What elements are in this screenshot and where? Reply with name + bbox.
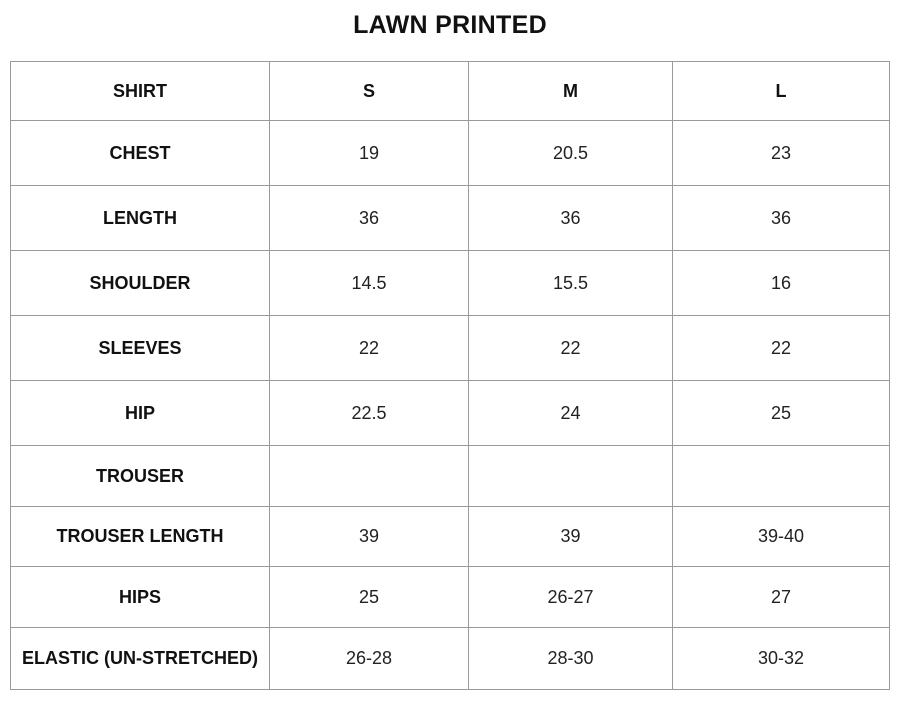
cell-value: 22 (270, 316, 469, 381)
cell-value (469, 446, 673, 507)
row-label: CHEST (11, 121, 270, 186)
cell-value: 25 (270, 567, 469, 628)
cell-value: 26-28 (270, 628, 469, 690)
cell-value: 22 (673, 316, 890, 381)
cell-value: 25 (673, 381, 890, 446)
cell-value: 39 (469, 507, 673, 567)
table-row (11, 381, 890, 446)
cell-value: 20.5 (469, 121, 673, 186)
table-row (11, 251, 890, 316)
cell-value: 36 (673, 186, 890, 251)
cell-value (270, 446, 469, 507)
header-size-m: M (469, 62, 673, 121)
cell-value: 27 (673, 567, 890, 628)
cell-value: 30-32 (673, 628, 890, 690)
cell-value: 39-40 (673, 507, 890, 567)
row-label: LENGTH (11, 186, 270, 251)
row-label: ELASTIC (UN-STRETCHED) (11, 628, 270, 690)
cell-value: 14.5 (270, 251, 469, 316)
cell-value: 23 (673, 121, 890, 186)
row-label: TROUSER (11, 446, 270, 507)
cell-value: 26-27 (469, 567, 673, 628)
cell-value: 22.5 (270, 381, 469, 446)
row-label: SLEEVES (11, 316, 270, 381)
header-label-cell: SHIRT (11, 62, 270, 121)
row-label: HIP (11, 381, 270, 446)
table-row (11, 628, 890, 690)
row-label: HIPS (11, 567, 270, 628)
size-chart-table (10, 61, 890, 690)
table-row (11, 567, 890, 628)
cell-value: 22 (469, 316, 673, 381)
cell-value: 39 (270, 507, 469, 567)
table-row (11, 121, 890, 186)
cell-value: 24 (469, 381, 673, 446)
header-size-l: L (673, 62, 890, 121)
table-row (11, 507, 890, 567)
row-label: TROUSER LENGTH (11, 507, 270, 567)
table-row (11, 316, 890, 381)
cell-value: 16 (673, 251, 890, 316)
row-label: SHOULDER (11, 251, 270, 316)
table-header-row (11, 62, 890, 121)
page-title: LAWN PRINTED (353, 11, 547, 39)
table-row (11, 186, 890, 251)
cell-value: 15.5 (469, 251, 673, 316)
cell-value: 28-30 (469, 628, 673, 690)
cell-value: 19 (270, 121, 469, 186)
cell-value: 36 (270, 186, 469, 251)
cell-value (673, 446, 890, 507)
cell-value: 36 (469, 186, 673, 251)
header-size-s: S (270, 62, 469, 121)
table-row (11, 446, 890, 507)
